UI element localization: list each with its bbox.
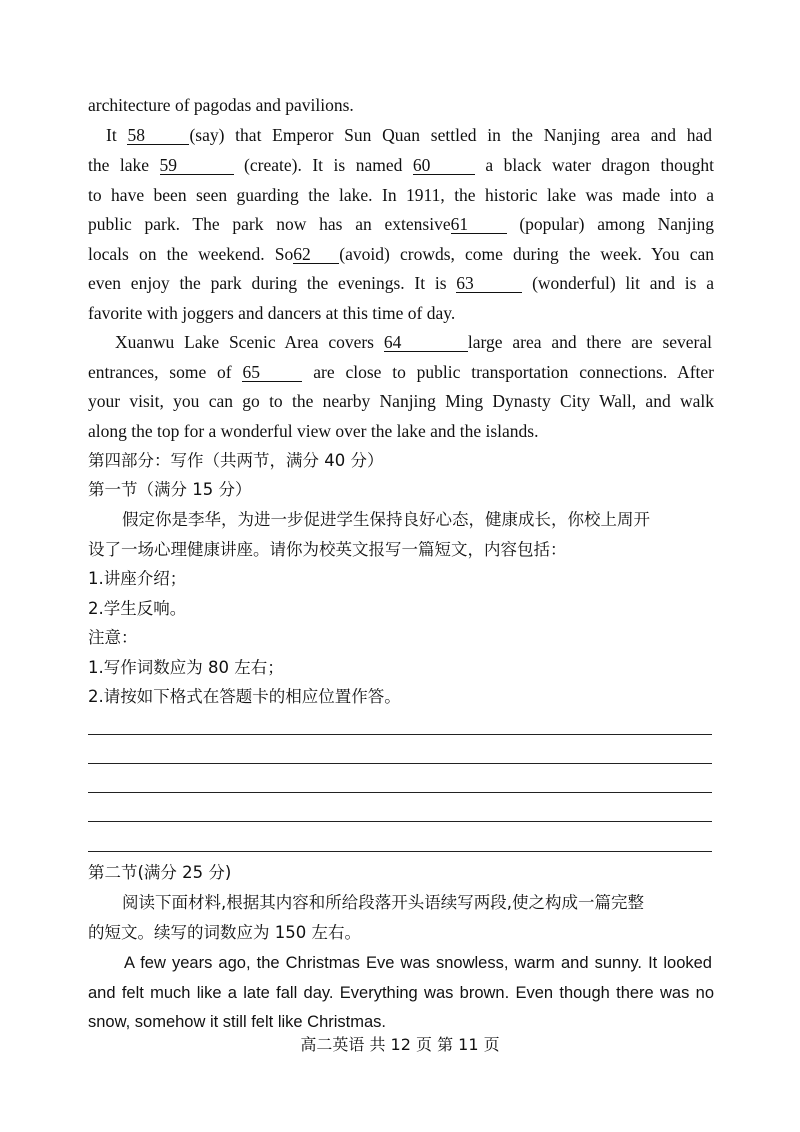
text-line xyxy=(88,420,714,442)
text-line xyxy=(88,213,714,235)
text: your visit, you can go to the nearby Nanjing Ming Dynasty City Wall, and walk xyxy=(88,391,714,411)
part-title: 第四部分：写作（共两节，满分 40 分） xyxy=(88,451,384,470)
text-line xyxy=(88,302,714,324)
story-line: and felt much like a late fall day. Everything was brown. Even though there was no xyxy=(88,984,714,1002)
story-line: A few years ago, the Christmas Eve was snowless, warm and sunny. It looked xyxy=(124,954,712,972)
text-line xyxy=(88,184,714,206)
text: (create). It is named xyxy=(233,155,413,175)
text: favorite with joggers and dancers at this time of day. xyxy=(88,303,456,323)
text: (popular) among Nanjing xyxy=(506,214,714,234)
text: are close to public transportation connections. After xyxy=(302,362,714,382)
prompt-line: 设了一场心理健康讲座。请你为校英文报写一篇短文，内容包括： xyxy=(88,540,567,559)
blank-58: 58 xyxy=(127,126,189,145)
text-line xyxy=(88,361,714,383)
content-item: 2.学生反响。 xyxy=(88,599,187,618)
prompt2-line: 的短文。续写的词数应为 150 左右。 xyxy=(88,923,361,942)
page-footer: 高二英语 共 12 页 第 11 页 xyxy=(300,1035,500,1054)
blank-62: 62 xyxy=(293,245,339,264)
blank-64: 64 xyxy=(384,333,468,352)
text: a black water dragon thought xyxy=(474,155,714,175)
text-line xyxy=(88,390,714,412)
text-line xyxy=(88,243,714,265)
blank-59: 59 xyxy=(160,156,234,175)
story-line: snow, somehow it still felt like Christmas. xyxy=(88,1013,387,1031)
text-line xyxy=(88,94,714,116)
answer-line xyxy=(88,792,712,793)
text: architecture of pagodas and pavilions. xyxy=(88,95,354,115)
section1-title: 第一节（满分 15 分） xyxy=(88,480,252,499)
prompt-line: 假定你是李华，为进一步促进学生保持良好心态，健康成长，你校上周开 xyxy=(122,510,650,529)
content-item: 1.讲座介绍； xyxy=(88,569,187,588)
text: (say) that Emperor Sun Quan settled in the Nanjing area and had xyxy=(189,125,712,145)
text: Xuanwu Lake Scenic Area covers xyxy=(115,332,384,352)
section2-title: 第二节(满分 25 分) xyxy=(88,863,232,882)
text: public park. The park now has an extensive xyxy=(88,214,451,234)
note-title: 注意： xyxy=(88,628,138,647)
text-line xyxy=(106,124,712,146)
blank-61: 61 xyxy=(451,215,507,234)
prompt2-line: 阅读下面材料,根据其内容和所给段落开头语续写两段,使之构成一篇完整 xyxy=(122,893,644,912)
text: locals on the weekend. So xyxy=(88,244,294,264)
blank-60: 60 xyxy=(413,156,475,175)
text: to have been seen guarding the lake. In 1911, the historic lake was made into a xyxy=(88,185,714,205)
text-line xyxy=(88,272,714,294)
answer-line xyxy=(88,821,712,822)
answer-line xyxy=(88,763,712,764)
text: (wonderful) lit and is a xyxy=(522,273,714,293)
answer-line xyxy=(88,851,712,852)
answer-line xyxy=(88,734,712,735)
text: along the top for a wonderful view over the lake and the islands. xyxy=(88,421,539,441)
text: even enjoy the park during the evenings. It is xyxy=(88,273,457,293)
text: large area and there are several xyxy=(467,332,712,352)
text-line xyxy=(115,331,712,353)
note-item: 1.写作词数应为 80 左右； xyxy=(88,658,284,677)
text: It xyxy=(106,125,128,145)
text: (avoid) crowds, come during the week. You can xyxy=(339,244,714,264)
note-item: 2.请按如下格式在答题卡的相应位置作答。 xyxy=(88,687,401,706)
text: entrances, some of xyxy=(88,362,243,382)
text: the lake xyxy=(88,155,160,175)
text-line xyxy=(88,154,714,176)
blank-63: 63 xyxy=(456,274,522,293)
blank-65: 65 xyxy=(242,363,302,382)
